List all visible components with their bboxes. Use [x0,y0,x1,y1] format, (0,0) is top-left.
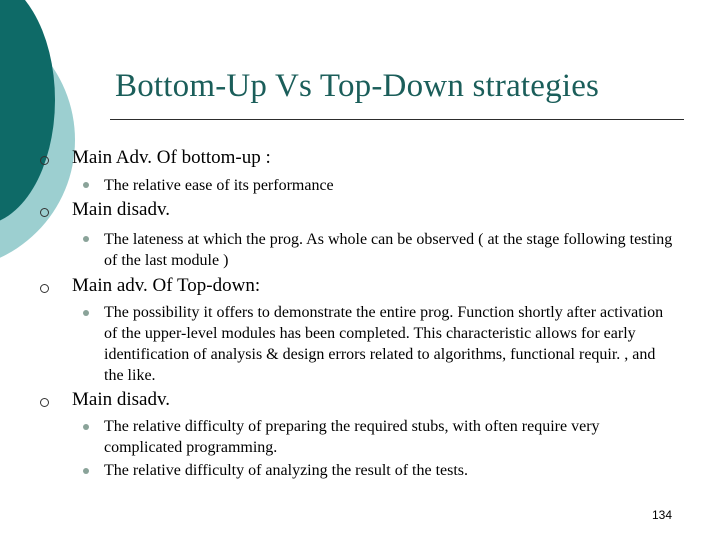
dot-bullet-icon [83,236,89,242]
hollow-circle-bullet-icon [40,398,49,407]
section-item: The relative difficulty of preparing the required stubs, with often require very complicated programming. [104,418,600,456]
section-item: The relative difficulty of analyzing the result of the tests. [104,462,469,479]
section-heading: Main Adv. Of bottom-up : [72,147,271,168]
hollow-circle-bullet-icon [40,284,49,293]
section-item: The possibility it offers to demonstrate the entire prog. Function shortly after activation of the upper-level modules has been completed. This characteristic allows for early identification of analysis & design errors related to algorithms, functional requir. , and the like. [104,304,664,384]
section-heading: Main disadv. [72,389,170,410]
dot-bullet-icon [83,310,89,316]
dot-bullet-icon [83,182,89,188]
dot-bullet-icon [83,468,89,474]
section-heading: Main disadv. [72,199,170,220]
section-item: The relative ease of its performance [104,177,334,194]
dot-bullet-icon [83,424,89,430]
slide-title: Bottom-Up Vs Top-Down strategies [115,68,600,104]
title-divider [110,119,684,120]
hollow-circle-bullet-icon [40,156,49,165]
section-heading: Main adv. Of Top-down: [72,275,261,296]
page-number: 134 [652,508,673,522]
section-item: The lateness at which the prog. As whole can be observed ( at the stage following testing of the last module ) [104,231,673,269]
hollow-circle-bullet-icon [40,208,49,217]
